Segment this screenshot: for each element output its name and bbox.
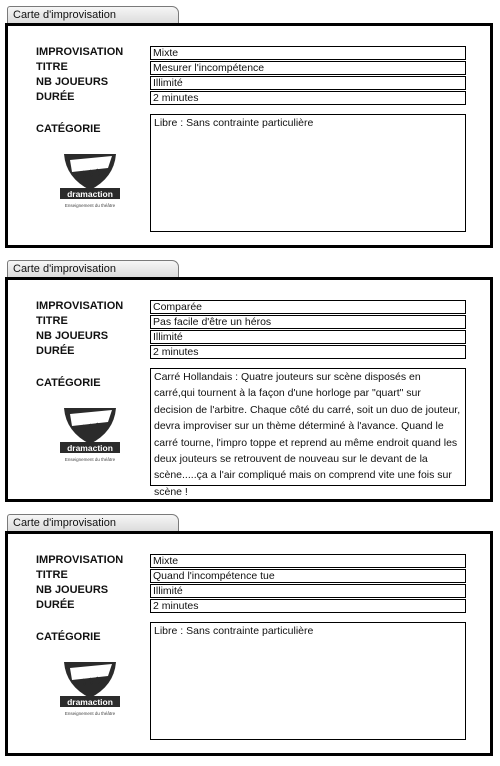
nb-joueurs-field: Illimité	[150, 330, 466, 344]
categorie-label: CATÉGORIE	[36, 377, 101, 389]
categorie-label: CATÉGORIE	[36, 631, 101, 643]
duree-label: DURÉE	[36, 599, 75, 611]
logo-tagline: Enseignement du théâtre	[64, 203, 116, 208]
logo-name: dramaction	[67, 189, 113, 199]
titre-label: TITRE	[36, 315, 68, 327]
titre-field: Pas facile d'être un héros	[150, 315, 466, 329]
nb-joueurs-field: Illimité	[150, 76, 466, 90]
card-tab[interactable]: Carte d'improvisation	[7, 6, 179, 23]
card-body	[5, 531, 493, 756]
logo-tagline: Enseignement du théâtre	[64, 457, 116, 462]
nb-joueurs-label: NB JOUEURS	[36, 584, 109, 596]
titre-label: TITRE	[36, 569, 68, 581]
logo-name: dramaction	[67, 443, 113, 453]
duree-label: DURÉE	[36, 345, 75, 357]
improvisation-label: IMPROVISATION	[36, 46, 124, 58]
improvisation-label: IMPROVISATION	[36, 554, 124, 566]
duree-field: 2 minutes	[150, 599, 466, 613]
dramaction-logo	[56, 658, 124, 720]
dramaction-logo	[56, 404, 124, 466]
nb-joueurs-label: NB JOUEURS	[36, 330, 109, 342]
titre-field: Quand l'incompétence tue	[150, 569, 466, 583]
logo-name: dramaction	[67, 697, 113, 707]
nb-joueurs-field: Illimité	[150, 584, 466, 598]
categorie-label: CATÉGORIE	[36, 123, 101, 135]
improvisation-field: Comparée	[150, 300, 466, 314]
categorie-field: Carré Hollandais : Quatre jouteurs sur scène disposés en carré,qui tournent à la façon d'une horloge par "quart" sur decision de l'arbitre. Chaque côté du carré, soit un duo de jouteur, devra improviser sur un thème déterminé à l'avance. Quand le carré tourne, l'impro toppe et reprend au même endroit quand les deux jouteurs se retrouvent de nouveau sur le devant de la scène.....ça a l'air compliqué mais on comprend vite une fois sur scène !	[150, 368, 466, 486]
card-tab[interactable]: Carte d'improvisation	[7, 514, 179, 531]
titre-label: TITRE	[36, 61, 68, 73]
improvisation-label: IMPROVISATION	[36, 300, 124, 312]
nb-joueurs-label: NB JOUEURS	[36, 76, 109, 88]
duree-field: 2 minutes	[150, 91, 466, 105]
logo-tagline: Enseignement du théâtre	[64, 711, 116, 716]
card-body	[5, 277, 493, 502]
categorie-field: Libre : Sans contrainte particulière	[150, 114, 466, 232]
dramaction-logo	[56, 150, 124, 212]
categorie-field: Libre : Sans contrainte particulière	[150, 622, 466, 740]
improvisation-field: Mixte	[150, 46, 466, 60]
titre-field: Mesurer l'incompétence	[150, 61, 466, 75]
duree-field: 2 minutes	[150, 345, 466, 359]
card-tab[interactable]: Carte d'improvisation	[7, 260, 179, 277]
duree-label: DURÉE	[36, 91, 75, 103]
card-body	[5, 23, 493, 248]
improvisation-field: Mixte	[150, 554, 466, 568]
